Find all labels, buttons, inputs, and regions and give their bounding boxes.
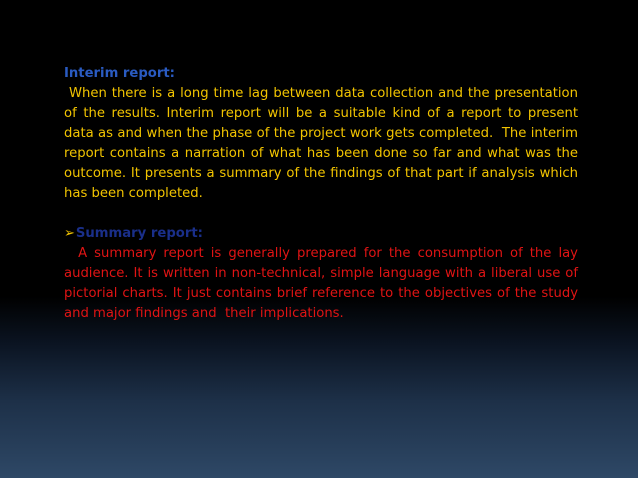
summary-report-heading-row xyxy=(64,224,578,244)
summary-report-paragraph: A summary report is generally prepared for the consumption of the lay audience. It is written in non-technical, simple language with a liberal use of pictorial charts. It just contains brief reference to the objectives of the study and major findings and their implications. xyxy=(64,246,583,321)
interim-report-heading: Interim report: xyxy=(64,66,175,81)
interim-report-paragraph: When there is a long time lag between data collection and the presentation of the results. Interim report will be a suitable kind of a report to present data as and when the phase of the project work gets completed. The interim report contains a narration of what has been done so far and what was the outcome. It presents a summary of the findings of that part if analysis which has been completed. xyxy=(64,86,583,201)
slide-content xyxy=(64,64,583,324)
arrow-bullet-icon: ➢ xyxy=(64,226,75,241)
section-spacer xyxy=(64,204,578,224)
summary-report-heading: Summary report: xyxy=(75,226,203,241)
